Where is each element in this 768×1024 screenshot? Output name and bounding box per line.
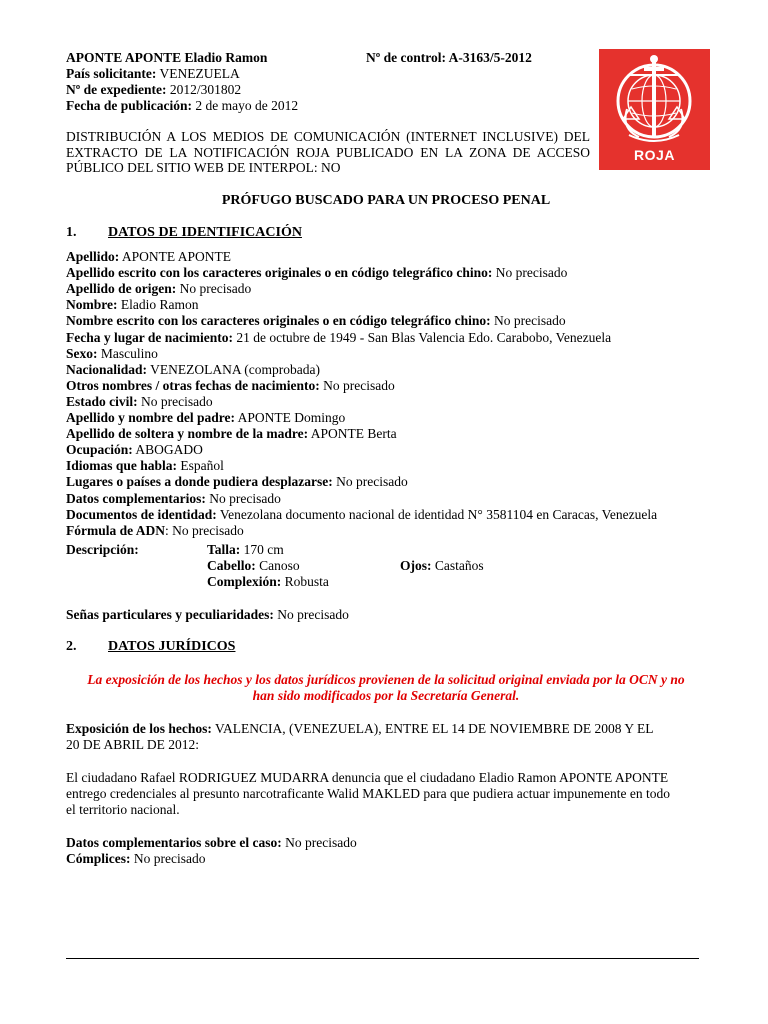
field-label: Documentos de identidad: [66,506,217,522]
field-value: Eladio Ramon [117,297,199,313]
pais-solicitante [66,66,240,82]
section-2-heading [66,639,235,655]
talla-field [207,542,284,558]
identification-field [66,442,203,458]
control-label: Nº de control [366,50,442,65]
facts-paragraph-line-1: El ciudadano Rafael RODRIGUEZ MUDARRA denuncia que el ciudadano Eladio Ramon APONTE APONTE [66,770,669,785]
expediente-value: 2012/301802 [166,82,242,97]
identification-field [66,313,566,329]
field-value: APONTE Domingo [235,410,346,425]
complices-label: Cómplices: [66,851,131,866]
fecha-publicacion [66,98,298,114]
section-2-number: 2. [66,639,77,654]
field-label: Apellido y nombre del padre: [66,410,236,425]
legal-disclaimer-line-2: han sido modificados por la Secretaría General. [252,688,520,703]
cabello-field [207,558,300,574]
fecha-value: 2 de mayo de 2012 [192,98,299,113]
identification-field [66,362,320,378]
expediente-label: Nº de expediente: [66,82,167,97]
facts-paragraph-line-3: el territorio nacional. [66,802,180,817]
distribution-line-3: PÚBLICO DEL SITIO WEB DE INTERPOL: NO [66,160,341,175]
case-complementary-value: No precisado [281,835,357,850]
identification-field [66,507,657,523]
senas-field [66,607,349,623]
field-label: Nombre escrito con los caracteres originales o en código telegráfico chino: [66,313,491,329]
field-label: Fecha y lugar de nacimiento: [66,329,233,345]
field-value: 21 de octubre de 1949 - San Blas Valencia Edo. Carabobo, Venezuela [232,329,612,345]
field-value: No precisado [137,393,213,409]
fecha-label: Fecha de publicación: [66,98,193,113]
pais-label: País solicitante: [66,66,157,81]
identification-field [66,394,213,410]
numero-expediente [66,82,241,98]
section-1-title: DATOS DE IDENTIFICACIÓN [108,225,302,240]
senas-value: No precisado [273,607,349,622]
distribution-line-1: DISTRIBUCIÓN A LOS MEDIOS DE COMUNICACIÓN (INTERNET INCLUSIVE) DEL [66,129,590,144]
field-value: : No precisado [165,522,244,538]
field-label: Apellido: [66,249,120,264]
field-label: Idiomas que habla: [66,458,178,474]
identification-field [66,410,345,426]
senas-label: Señas particulares y peculiaridades: [66,607,274,622]
field-label: Nombre: [66,297,118,313]
identification-field [66,458,224,474]
section-1-heading [66,225,302,241]
identification-field [66,474,408,490]
talla-value: 170 cm [240,542,284,557]
field-value: VENEZOLANA (comprobada) [147,361,320,377]
field-value: No precisado [492,265,568,281]
complexion-value: Robusta [281,574,329,589]
field-value: No precisado [176,281,252,297]
identification-field [66,346,158,362]
identification-field [66,297,199,313]
field-value: No precisado [332,474,408,490]
field-label: Apellido escrito con los caracteres originales o en código telegráfico chino: [66,265,493,281]
ojos-field [400,558,484,574]
exposicion-value-line-1: VALENCIA, (VENEZUELA), ENTRE EL 14 DE NOVIEMBRE DE 2008 Y EL [211,721,654,736]
distribution-notice [66,129,590,176]
distribution-line-2: EXTRACTO DE LA NOTIFICACIÓN ROJA PUBLICADO EN LA ZONA DE ACCESO [66,144,590,160]
complexion-field [207,574,329,590]
identification-field [66,281,251,297]
talla-label: Talla: [207,542,241,557]
identification-field [66,330,611,346]
subject-name: APONTE APONTE Eladio Ramon [66,50,268,65]
field-label: Lugares o países a donde pudiera desplazarse: [66,474,333,490]
field-value: No precisado [205,490,281,506]
control-value: : A-3163/5-2012 [441,50,532,65]
field-label: Sexo: [66,345,98,361]
identification-field [66,378,395,394]
ojos-value: Castaños [431,558,484,573]
legal-disclaimer-line-1: La exposición de los hechos y los datos jurídicos provienen de la solicitud original enviada por la OCN y no [87,672,685,687]
case-complementary-field [66,835,357,851]
field-label: Otros nombres / otras fechas de nacimiento: [66,377,320,393]
field-value: No precisado [490,313,566,329]
field-label: Nacionalidad: [66,361,148,377]
complices-value: No precisado [130,851,206,866]
exposicion-field [66,721,653,737]
exposicion-label: Exposición de los hechos: [66,721,212,736]
complices-field [66,851,205,867]
notice-title: PRÓFUGO BUSCADO PARA UN PROCESO PENAL [221,193,551,208]
field-label: Datos complementarios: [66,490,206,506]
control-number [366,50,532,66]
identification-field [66,426,397,442]
field-label: Estado civil: [66,393,138,409]
field-value: Español [177,458,224,474]
exposicion-value-line-2: 20 DE ABRIL DE 2012: [66,737,199,752]
field-label: Apellido de origen: [66,281,177,297]
cabello-value: Canoso [255,558,300,573]
descripcion-label: Descripción: [66,542,139,557]
field-label: Fórmula de ADN [66,522,165,538]
field-label: Ocupación: [66,442,133,458]
red-notice-label: ROJA [634,147,675,163]
case-complementary-label: Datos complementarios sobre el caso: [66,835,282,850]
field-value: No precisado [319,377,395,393]
complexion-label: Complexión: [207,574,282,589]
field-value: APONTE APONTE [119,249,232,264]
facts-paragraph-line-2: entrego credenciales al presunto narcotraficante Walid MAKLED para que pudiera actuar impunemente en todo [66,786,671,801]
section-1-number: 1. [66,225,77,240]
field-value: Venezolana documento nacional de identidad N° 3581104 en Caracas, Venezuela [216,506,658,522]
footer-divider [66,958,699,959]
section-2-title: DATOS JURÍDICOS [108,639,236,654]
field-value: Masculino [97,345,158,361]
pais-value: VENEZUELA [156,66,240,81]
field-value: APONTE Berta [308,426,397,442]
identification-field [66,491,281,507]
interpol-emblem-icon [599,49,710,170]
identification-field [66,249,231,265]
field-value: ABOGADO [132,442,203,458]
identification-field [66,523,244,539]
ojos-label: Ojos: [400,558,432,573]
cabello-label: Cabello: [207,558,256,573]
field-label: Apellido de soltera y nombre de la madre: [66,426,309,442]
identification-field [66,265,567,281]
